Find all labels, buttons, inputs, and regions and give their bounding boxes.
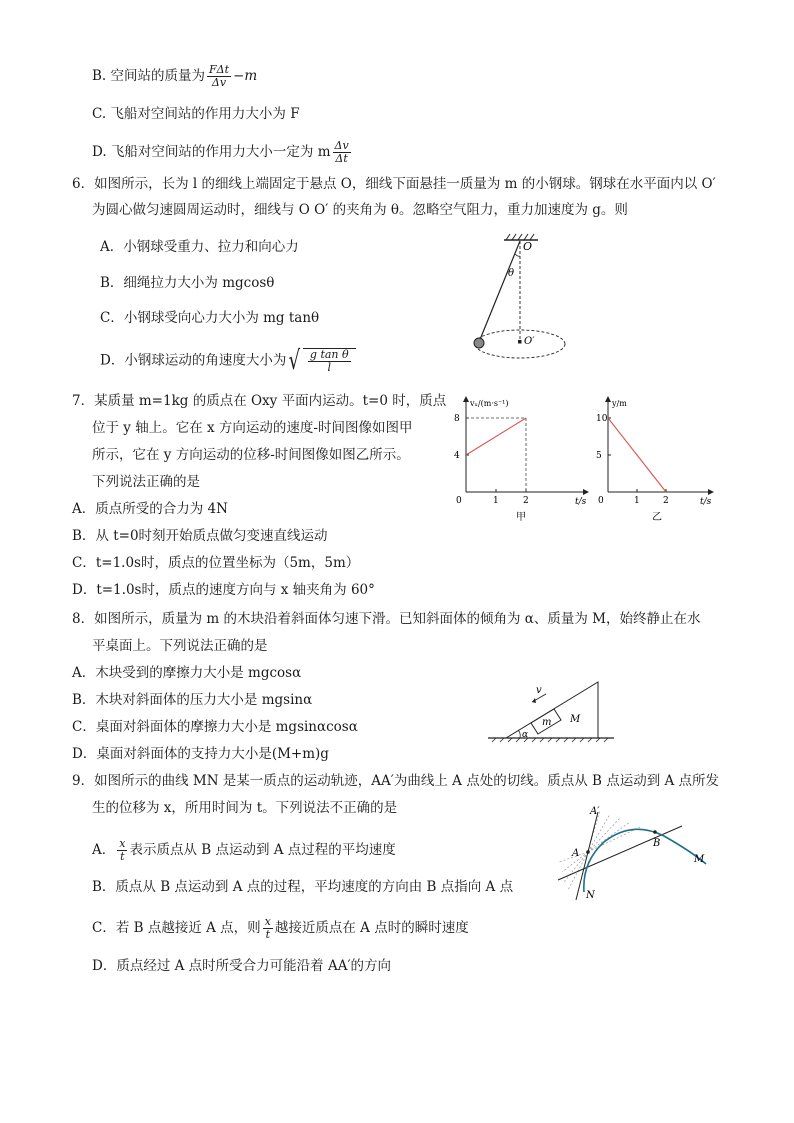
q7-option-a: A．质点所受的合力为 4N [72,501,228,517]
jia-ytick-label: 8 [454,414,460,424]
q7-option-b: B．从 t=0时刻开始质点做匀变速直线运动 [72,528,328,544]
jia-ylabel: vₓ/(m·s⁻¹) [470,399,509,408]
q8-fig-label-m: m [542,717,552,728]
q8-incline-figure [486,676,616,746]
q9-a-fraction: $\frac{x}{t}$ [119,837,126,863]
yi-series-line [608,418,666,492]
q9-stem-line1: 9．如图所示的曲线 MN 是某一质点的运动轨迹，AA′为曲线上 A 点处的切线。质点从 B 点运动到 A 点所发 [72,773,720,789]
jia-xtick-label: 1 [493,496,499,506]
q6-stem-line1: 6．如图所示，长为 l 的细线上端固定于悬点 O，细线下面悬挂一质量为 m 的小钢球。钢球在水平面内以 O′ [72,176,716,192]
q6-sqrt-expression: √ $\frac{\text{g tan θ}}{l}$ [286,348,355,374]
q9-stem-line2: 生的位移为 x，所用时间为 t。下列说法不正确的是 [92,800,398,816]
yi-xlabel: t/s [700,497,712,507]
q9-option-d: D．质点经过 A 点时所受合力可能沿着 AA′的方向 [92,958,392,974]
q9-fig-label-n: N [586,890,595,901]
q7-stem-line4: 下列说法正确的是 [92,474,200,490]
q9-fig-label-m: M [694,854,705,865]
jia-caption: 甲 [516,512,526,523]
jia-series-line [466,418,526,455]
q5-d-fraction: $\frac{\Delta v}{\Delta t}$ [334,139,349,165]
q9-c-fraction: $\frac{x}{t}$ [264,915,271,941]
yi-xtick-label: 0 [598,496,604,506]
q5-option-b: B. 空间站的质量为 $\frac{\text{FΔt}}{\Delta v}$ −m [92,63,258,89]
q9-option-b: B．质点从 B 点运动到 A 点的过程，平均速度的方向由 B 点指向 A 点 [92,879,514,895]
q6-fig-label-o: O [523,240,533,253]
jia-xtick-label: 2 [523,496,529,506]
q6-option-a: A．小钢球受重力、拉力和向心力 [100,239,299,255]
q8-fig-label-v: v [536,685,542,696]
q9-trajectory-figure [554,800,724,905]
q6-option-b: B．细绳拉力大小为 mgcosθ [100,275,275,291]
jia-xtick-label: 0 [456,496,462,506]
q9-option-a: A． $\frac{x}{t}$ 表示质点从 B 点运动到 A 点过程的平均速度 [92,837,396,863]
q5-option-d: D. 飞船对空间站的作用力大小一定为 m $\frac{\Delta v}{\Delta t}$ [92,139,349,165]
q6-stem-line2: 为圆心做匀速圆周运动时，细线与 O O′ 的夹角为 θ。忽略空气阻力，重力加速度为 g。则 [92,202,628,218]
yi-caption: 乙 [652,512,662,523]
jia-xlabel: t/s [575,497,587,507]
q8-fig-label-big-m: M [570,714,581,725]
q7-option-d: D．t=1.0s时，质点的速度方向与 x 轴夹角为 60° [72,582,375,598]
q8-option-c: C．桌面对斜面体的摩擦力大小是 mgsinαcosα [72,719,358,735]
q9-fig-label-a: A [572,848,580,859]
q6-fig-label-theta: θ [508,268,515,279]
q7-option-c: C．t=1.0s时，质点的位置坐标为（5m，5m） [72,555,360,571]
yi-ytick-label: 5 [596,451,602,461]
jia-ytick-label: 4 [454,451,460,461]
q7-chart-jia [448,392,598,524]
q8-option-a: A．木块受到的摩擦力大小是 mgcosα [72,665,302,681]
q7-stem-line1: 7．某质量 m=1kg 的质点在 Oxy 平面内运动。t=0 时，质点 [72,393,447,409]
q8-stem-line2: 平桌面上。下列说法正确的是 [92,638,268,654]
q9-fig-label-a-prime: A′ [590,806,600,817]
q7-stem-line2: 位于 y 轴上。它在 x 方向运动的速度-时间图像如图甲 [92,420,413,436]
q5-option-c: C. 飞船对空间站的作用力大小为 F [92,106,300,122]
q9-option-c: C．若 B 点越接近 A 点，则 $\frac{x}{t}$ 越接近质点在 A 点时的瞬时速度 [92,915,469,941]
q5-b-fraction: $\frac{\text{FΔt}}{\Delta v}$ [209,63,230,89]
q6-option-d: D．小钢球运动的角速度大小为√ $\frac{\text{g tan θ}}{l}$ [100,348,356,374]
q6-fig-label-o-prime: O′ [524,336,535,347]
q8-option-d: D．桌面对斜面体的支持力大小是(M+m)g [72,746,329,762]
q7-stem-line3: 所示，它在 y 方向运动的位移-时间图像如图乙所示。 [92,447,410,463]
q7-chart-yi [590,392,720,524]
q9-fig-label-b: B [653,838,661,849]
q8-stem-line1: 8．如图所示，质量为 m 的木块沿着斜面体匀速下滑。已知斜面体的倾角为 α、质量为 M，始终静止在水 [72,611,701,627]
q6-pendulum-figure [468,232,578,362]
q8-fig-label-alpha: α [522,730,529,740]
yi-xtick-label: 2 [663,496,669,506]
yi-xtick-label: 1 [634,496,640,506]
q8-option-b: B．木块对斜面体的压力大小是 mgsinα [72,692,313,708]
yi-ylabel: y/m [612,399,627,408]
q6-option-c: C．小钢球受向心力大小为 mg tanθ [100,310,320,326]
yi-ytick-label: 10 [596,414,608,424]
